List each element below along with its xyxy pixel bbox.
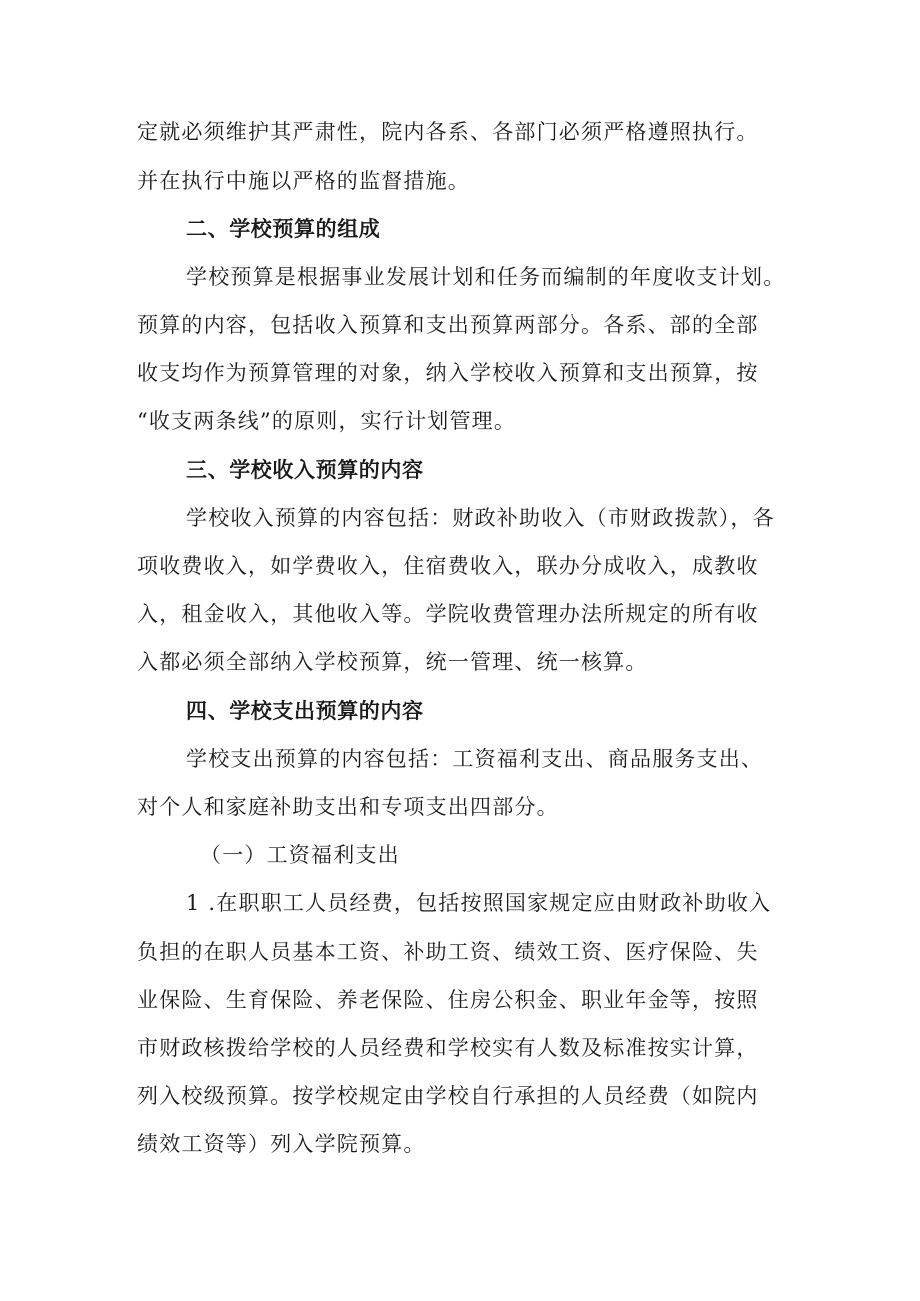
body-text-line: 并在执行中施以严格的监督措施。 (137, 169, 470, 193)
subsection-heading: （一）工资福利支出 (200, 843, 400, 867)
numbered-item-line: 1 .在职职工人员经费，包括按照国家规定应由财政补助收入 (186, 891, 772, 915)
body-text-line: 业保险、生育保险、养老保险、住房公积金、职业年金等，按照 (137, 988, 759, 1012)
section-heading-4: 四、学校支出预算的内容 (186, 699, 424, 723)
body-text-line: 收支均作为预算管理的对象，纳入学校收入预算和支出预算，按 (137, 361, 759, 385)
body-text-line: 项收费收入，如学费收入，住宿费收入，联办分成收入，成教收 (137, 554, 759, 578)
body-text-line: 对个人和家庭补助支出和专项支出四部分。 (137, 795, 559, 819)
body-text-line: 负担的在职人员基本工资、补助工资、绩效工资、医疗保险、失 (137, 940, 759, 964)
body-text-line: 预算的内容，包括收入预算和支出预算两部分。各系、部的全部 (137, 313, 759, 337)
paragraph-start-line: 学校预算是根据事业发展计划和任务而编制的年度收支计划。 (186, 265, 786, 289)
body-text-line: 市财政核拨给学校的人员经费和学校实有人数及标准按实计算， (137, 1036, 759, 1060)
body-text-line: 入都必须全部纳入学校预算，统一管理、统一核算。 (137, 650, 648, 674)
body-text-line: 入，租金收入，其他收入等。学院收费管理办法所规定的所有收 (137, 602, 759, 626)
paragraph-start-line: 学校收入预算的内容包括：财政补助收入（市财政拨款），各 (186, 506, 775, 530)
body-text-line: “收支两条线”的原则，实行计划管理。 (137, 409, 517, 433)
body-text-line: 列入校级预算。按学校规定由学校自行承担的人员经费（如院内 (137, 1084, 759, 1108)
body-text-line: 绩效工资等）列入学院预算。 (137, 1132, 426, 1156)
paragraph-start-line: 学校支出预算的内容包括：工资福利支出、商品服务支出、 (186, 747, 764, 771)
section-heading-3: 三、学校收入预算的内容 (186, 458, 424, 482)
section-heading-2: 二、学校预算的组成 (186, 217, 381, 241)
body-text-line: 定就必须维护其严肃性，院内各系、各部门必须严格遵照执行。 (137, 120, 759, 144)
